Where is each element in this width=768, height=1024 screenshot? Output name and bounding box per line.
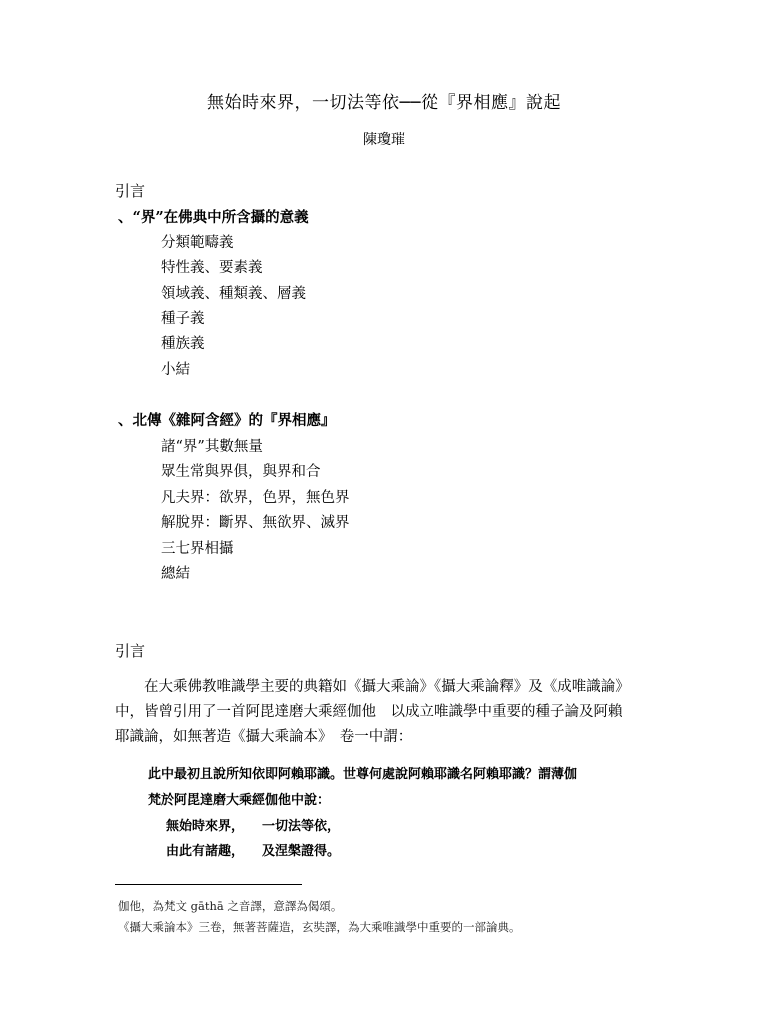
verse-line-1-first-half: 無始時來界， [166, 819, 245, 834]
toc-item: 凡夫界：欲界，色界，無色界 [161, 490, 350, 506]
footnote: 《攝大乘論本》三卷，無著菩薩造，玄奘譯，為大乘唯識學中重要的一部論典。 [118, 920, 521, 934]
paragraph-line: 中，皆曾引用了一首阿毘達磨大乘經伽他 以成立唯識學中重要的種子論及阿賴 [115, 704, 623, 720]
intro-paragraph [115, 675, 660, 750]
toc-item: 領域義、種類義、層義 [161, 286, 306, 302]
quote-line: 梵於阿毘達磨大乘經伽他中說： [148, 793, 331, 808]
document-title: 無始時來界，一切法等依──從『界相應』說起 [207, 93, 561, 113]
paragraph-line: 在大乘佛教唯識學主要的典籍如《攝大乘論》《攝大乘論釋》及《成唯識論》 [115, 679, 630, 695]
verse-line-2-second-half: 及涅槃證得。 [262, 844, 341, 859]
toc-item: 諸“界”其數無量 [161, 439, 263, 455]
paragraph-line: 耶識論，如無著造《攝大乘論本》 卷一中謂： [115, 729, 413, 745]
toc-item: 總結 [161, 566, 190, 582]
quote-line: 此中最初且說所知依即阿賴耶識。世尊何處說阿賴耶識名阿賴耶識？謂薄伽 [148, 767, 578, 782]
verse-line-2-first-half: 由此有諸趣， [166, 844, 245, 859]
footnote-separator [115, 884, 302, 885]
document-author: 陳瓊璀 [363, 132, 405, 148]
toc-section-2-title: 、北傳《雜阿含經》的『界相應』 [118, 412, 336, 429]
toc-item: 分類範疇義 [161, 235, 234, 251]
toc-item: 特性義、要素義 [161, 260, 263, 276]
intro-heading: 引言 [115, 642, 146, 660]
toc-item: 眾生常與界俱，與界和合 [161, 464, 321, 480]
toc-item: 種子義 [161, 311, 205, 327]
verse-line-1-second-half: 一切法等依， [262, 819, 341, 834]
toc-item: 小結 [161, 362, 190, 378]
toc-section-1-title: 、“界”在佛典中所含攝的意義 [118, 209, 309, 226]
toc-item: 解脫界：斷界、無欲界、滅界 [161, 515, 350, 531]
footnote: 伽他，為梵文 gāthā 之音譯，意譯為偈頌。 [118, 899, 343, 913]
toc-item: 種族義 [161, 336, 205, 352]
toc-item: 三七界相攝 [161, 541, 234, 557]
toc-heading: 引言 [115, 182, 146, 200]
